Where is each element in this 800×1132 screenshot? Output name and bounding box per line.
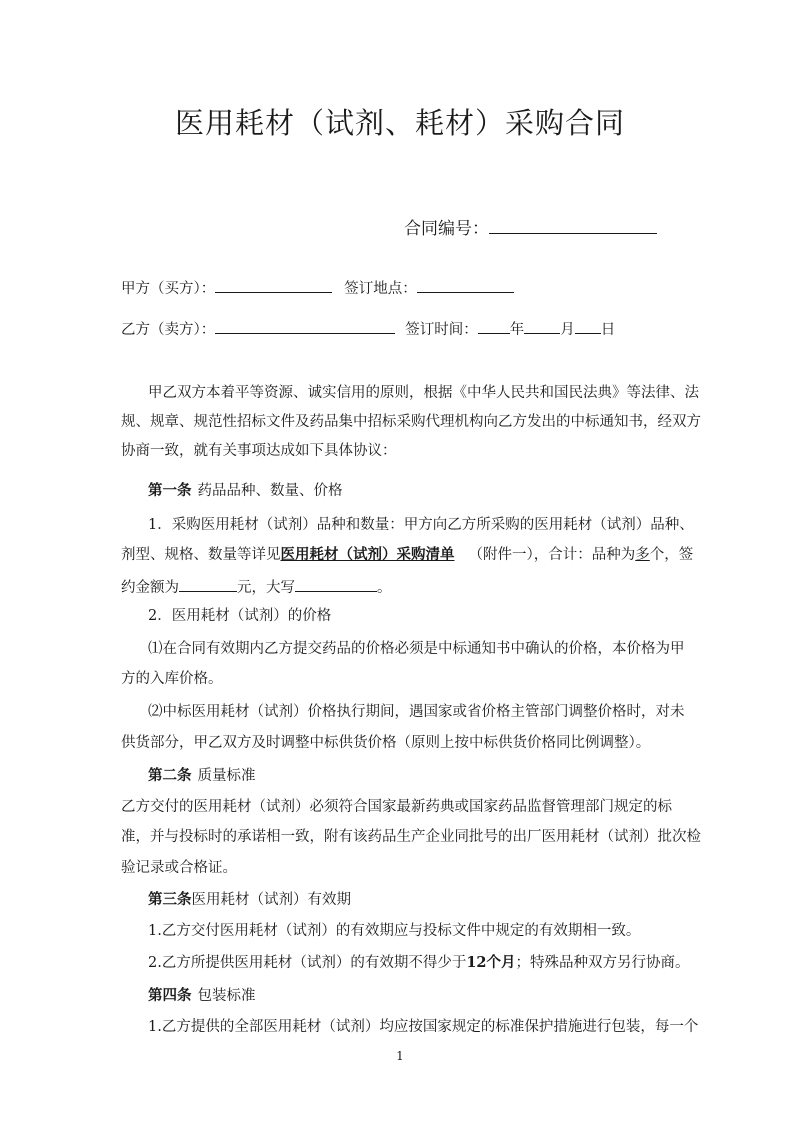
intro-line-3: 协商一致，就有关事项达成如下具体协议： [121,443,397,459]
party-b-blank [215,318,395,334]
day-label: 日 [600,322,616,338]
art4-p1: 1.乙方提供的全部医用耗材（试剂）均应按国家规定的标准保护措施进行包装，每一个 [148,1019,699,1035]
art1-p1-text-a: 剂型、规格、数量等详见 [121,547,281,563]
art1-p2-1-line-1: ⑴在合同有效期内乙方提交药品的价格必须是中标通知书中确认的价格，本价格为甲 [148,641,685,657]
article-4-heading [148,986,256,1006]
article-2-heading [148,766,256,786]
art1-p1-line-1: 1．采购医用耗材（试剂）品种和数量：甲方向乙方所采购的医用耗材（试剂）品种、 [148,517,694,533]
contract-number-blank [489,213,657,234]
party-b-label: 乙方（卖方）： [121,322,216,338]
art1-p1-text-c: 个，签 [649,547,694,563]
party-a-row [121,277,514,299]
art1-p2-2-line-1: ⑵中标医用耗材（试剂）价格执行期间，遇国家或省价格主管部门调整价格时，对未 [148,704,685,720]
art1-p2-1-line-2: 方的入库价格。 [121,671,223,687]
art1-p1-line-3 [121,576,392,598]
art1-p1-line-2 [121,545,693,565]
art3-p1: 1.乙方交付医用耗材（试剂）的有效期应与投标文件中规定的有效期相一致。 [148,923,641,939]
art1-p2: 2．医用耗材（试剂）的价格 [148,608,332,624]
art2-line-2: 准，并与投标时的承诺相一致，附有该药品生产企业同批号的出厂医用耗材（试剂）批次检 [121,829,701,845]
art3-p2 [148,953,690,973]
article-2-number: 第二条 [148,767,192,784]
contract-amount-blank [179,576,237,592]
contract-number-label: 合同编号： [404,219,489,239]
procurement-list-link: 医用耗材（试剂）采购清单 [280,546,455,563]
sign-place-label: 签订地点： [344,281,417,297]
article-4-number: 第四条 [148,987,192,1004]
sign-time-label: 签订时间： [405,322,478,338]
art2-line-1: 乙方交付的医用耗材（试剂）必须符合国家最新药典或国家药品监督管理部门规定的标 [121,799,672,815]
contract-title: 医用耗材（试剂、耗材）采购合同 [174,106,625,140]
art3-p2-text-b: ；特殊品种双方另行协商。 [515,955,690,971]
contract-number-row [404,213,657,241]
month-label: 月 [560,322,575,338]
art1-p1-text-b: （附件一），合计：品种为 [468,547,636,563]
month-blank [524,318,560,334]
art3-p2-text-a: 2.乙方所提供医用耗材（试剂）的有效期不得少于 [148,955,467,971]
art1-p2-2-line-2: 供货部分，甲乙双方及时调整中标供货价格（原则上按中标供货价格同比例调整）。 [121,735,651,751]
article-3-number: 第三条 [148,891,192,908]
party-b-row [121,318,615,340]
article-3-title: 医用耗材（试剂）有效期 [191,892,351,908]
contract-amount-label: 约金额为 [121,580,179,596]
year-label: 年 [509,322,525,338]
article-1-number: 第一条 [148,482,192,499]
party-a-blank [215,277,332,293]
intro-line-1: 甲乙双方本着平等资源、诚实信用的原则，根据《中华人民共和国民法典》等法律、法 [148,385,699,401]
article-1-heading [148,481,343,501]
article-3-heading [148,890,351,910]
amount-uppercase-blank [295,576,377,592]
page-number: 1 [396,1049,404,1063]
sign-place-blank [417,277,514,293]
amount-uppercase-label: 元，大写 [237,580,295,596]
article-4-title: 包装标准 [197,988,256,1004]
variety-count: 多 [635,547,650,563]
validity-period: 12个月 [466,954,516,971]
year-blank [478,318,510,334]
intro-line-2: 规、规章、规范性招标文件及药品集中招标采购代理机构向乙方发出的中标通知书，经双方 [121,414,701,430]
article-2-title: 质量标准 [197,768,256,784]
article-1-title: 药品品种、数量、价格 [197,483,343,499]
day-blank [575,318,601,334]
party-a-label: 甲方（买方）： [121,281,216,297]
art1-p1-end: 。 [377,580,392,596]
art2-line-3: 验记录或合格证。 [121,860,237,876]
